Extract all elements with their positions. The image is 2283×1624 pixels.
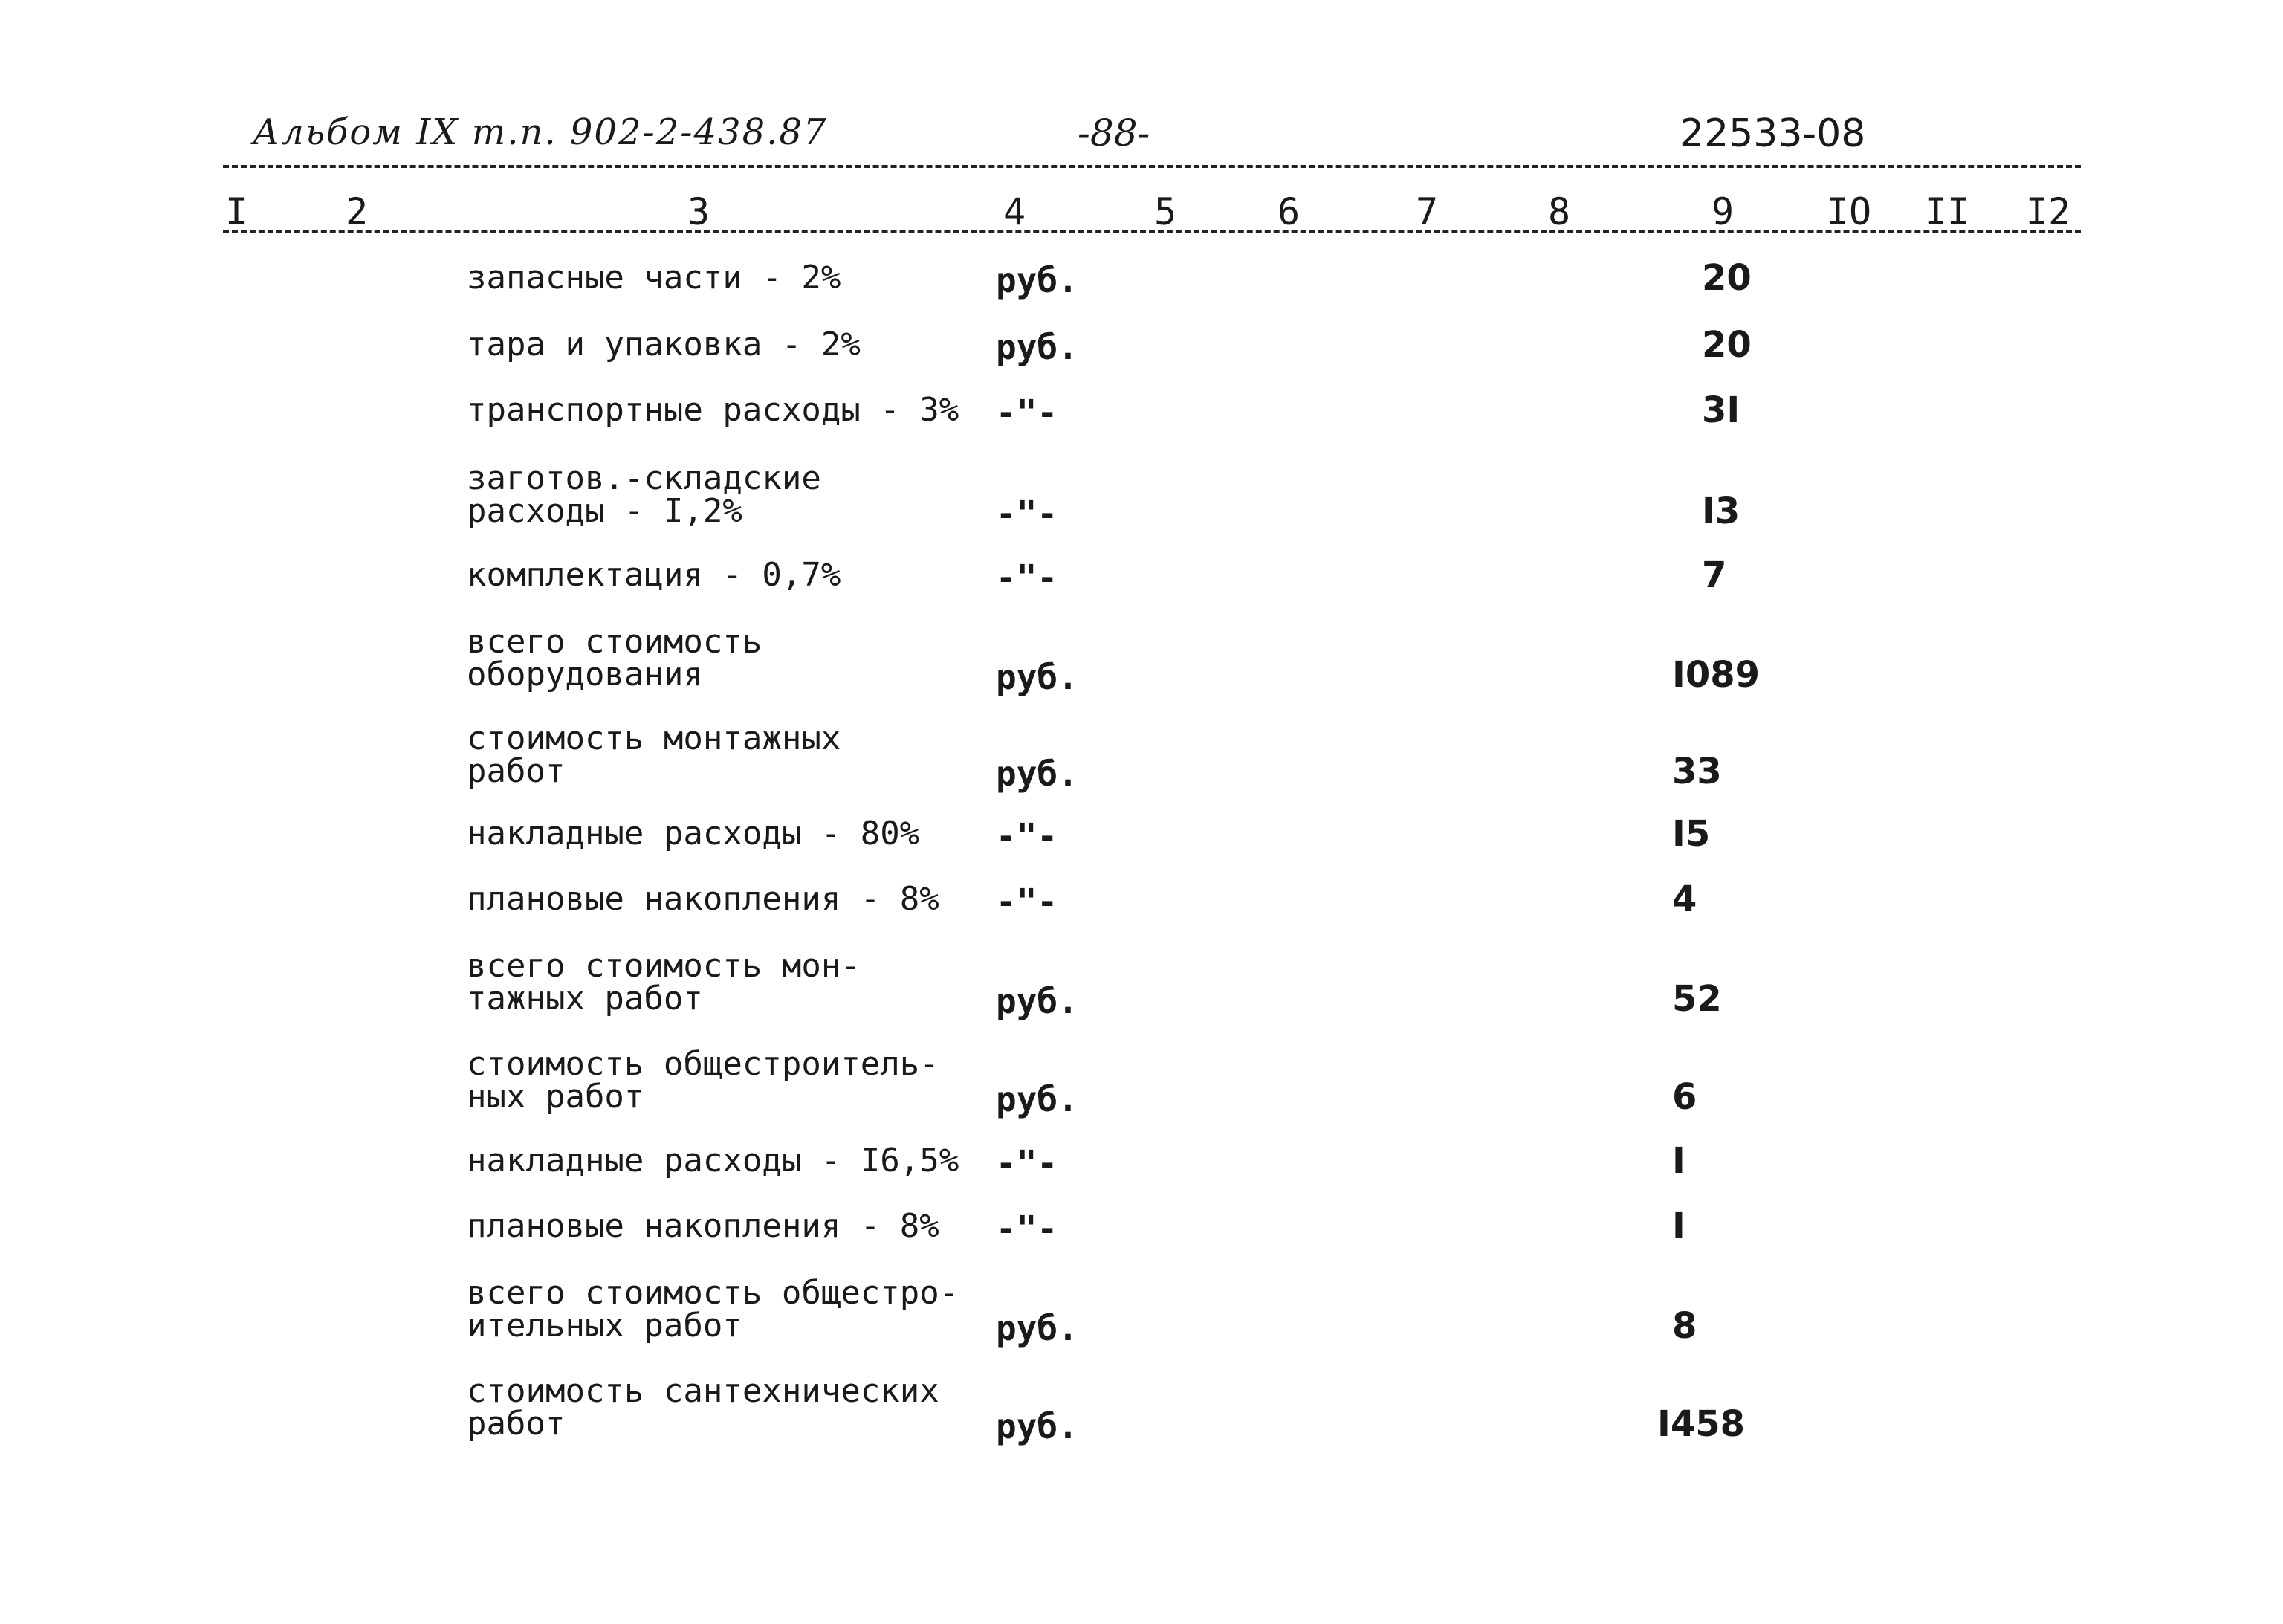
row-description [467, 1045, 939, 1116]
row-unit: -"- [996, 392, 1058, 433]
row-description-line: всего стоимость [467, 623, 762, 661]
row-description [467, 880, 939, 918]
row-description [467, 259, 841, 297]
row-description-line: оборудования [467, 656, 703, 693]
column-number-5: 5 [1153, 190, 1177, 233]
row-unit: руб. [996, 260, 1078, 300]
row-description-line: накладные расходы - I6,5% [467, 1142, 959, 1180]
row-unit: руб. [996, 657, 1078, 697]
row-value: 7 [1702, 554, 1727, 596]
row-description [467, 947, 861, 1018]
row-description-line: ных работ [467, 1078, 644, 1116]
row-description [467, 1274, 959, 1345]
column-number-11: II [1924, 190, 1970, 233]
row-description-line: заготов.-складские [467, 459, 821, 497]
row-unit: руб. [996, 754, 1078, 794]
row-description-line: всего стоимость общестро- [467, 1274, 959, 1312]
row-unit: руб. [996, 1308, 1078, 1348]
row-value: 6 [1672, 1076, 1697, 1118]
row-value: 20 [1702, 324, 1752, 366]
row-description-line: тара и упаковка - 2% [467, 326, 861, 363]
column-number-4: 4 [1003, 190, 1026, 233]
row-value: I [1672, 1140, 1685, 1182]
row-description-line: комплектация - 0,7% [467, 556, 841, 594]
row-unit: -"- [996, 1209, 1058, 1249]
row-value: 20 [1702, 257, 1752, 299]
row-description-line: стоимость сантехнических [467, 1372, 939, 1410]
row-description [467, 391, 959, 429]
row-unit: -"- [996, 816, 1058, 856]
page-number: -88- [1078, 111, 1150, 155]
row-description-line: плановые накопления - 8% [467, 880, 939, 918]
row-value: I089 [1672, 654, 1761, 696]
row-value: 3I [1702, 389, 1740, 431]
column-number-3: 3 [687, 190, 710, 233]
row-description [467, 1207, 939, 1245]
row-value: 8 [1672, 1305, 1697, 1347]
column-number-6: 6 [1277, 190, 1301, 233]
row-description [467, 623, 762, 693]
row-unit: руб. [996, 981, 1078, 1021]
column-header-rule [223, 230, 2081, 233]
row-description-line: работ [467, 1405, 566, 1443]
column-number-9: 9 [1711, 190, 1735, 233]
row-value: I [1672, 1206, 1685, 1247]
row-description [467, 1142, 959, 1180]
row-description [467, 719, 841, 790]
column-number-12: I2 [2025, 190, 2071, 233]
row-description [467, 556, 841, 594]
column-number-2: 2 [345, 190, 369, 233]
row-description-line: всего стоимость мон- [467, 947, 861, 985]
row-unit: -"- [996, 881, 1058, 922]
row-description [467, 459, 821, 530]
row-description [467, 326, 861, 363]
row-value: I3 [1702, 491, 1740, 532]
column-number-7: 7 [1415, 190, 1439, 233]
row-description-line: стоимость монтажных [467, 719, 841, 757]
album-reference: Альбом IX т.п. 902-2-438.87 [253, 111, 828, 153]
column-number-8: 8 [1547, 190, 1571, 233]
row-description-line: запасные части - 2% [467, 259, 841, 297]
row-value: I5 [1672, 813, 1711, 855]
header-rule [223, 165, 2081, 168]
row-unit: руб. [996, 327, 1078, 367]
row-unit: -"- [996, 1143, 1058, 1183]
column-number-1: I [224, 190, 248, 233]
row-description [467, 815, 920, 853]
row-description-line: плановые накопления - 8% [467, 1207, 939, 1245]
row-value: 33 [1672, 751, 1722, 792]
row-description-line: стоимость общестроитель- [467, 1045, 939, 1083]
row-unit: руб. [996, 1079, 1078, 1119]
row-description-line: ительных работ [467, 1307, 742, 1345]
row-description-line: накладные расходы - 80% [467, 815, 920, 853]
row-description [467, 1372, 939, 1443]
row-unit: -"- [996, 494, 1058, 534]
row-unit: -"- [996, 557, 1058, 598]
row-description-line: расходы - I,2% [467, 492, 742, 530]
document-code: 22533-08 [1680, 111, 1866, 156]
column-number-10: IO [1826, 190, 1872, 233]
row-description-line: работ [467, 752, 566, 790]
row-unit: руб. [996, 1406, 1078, 1446]
row-value: I458 [1657, 1403, 1746, 1445]
row-description-line: транспортные расходы - 3% [467, 391, 959, 429]
row-value: 52 [1672, 978, 1722, 1020]
row-description-line: тажных работ [467, 980, 703, 1018]
row-value: 4 [1672, 879, 1697, 920]
